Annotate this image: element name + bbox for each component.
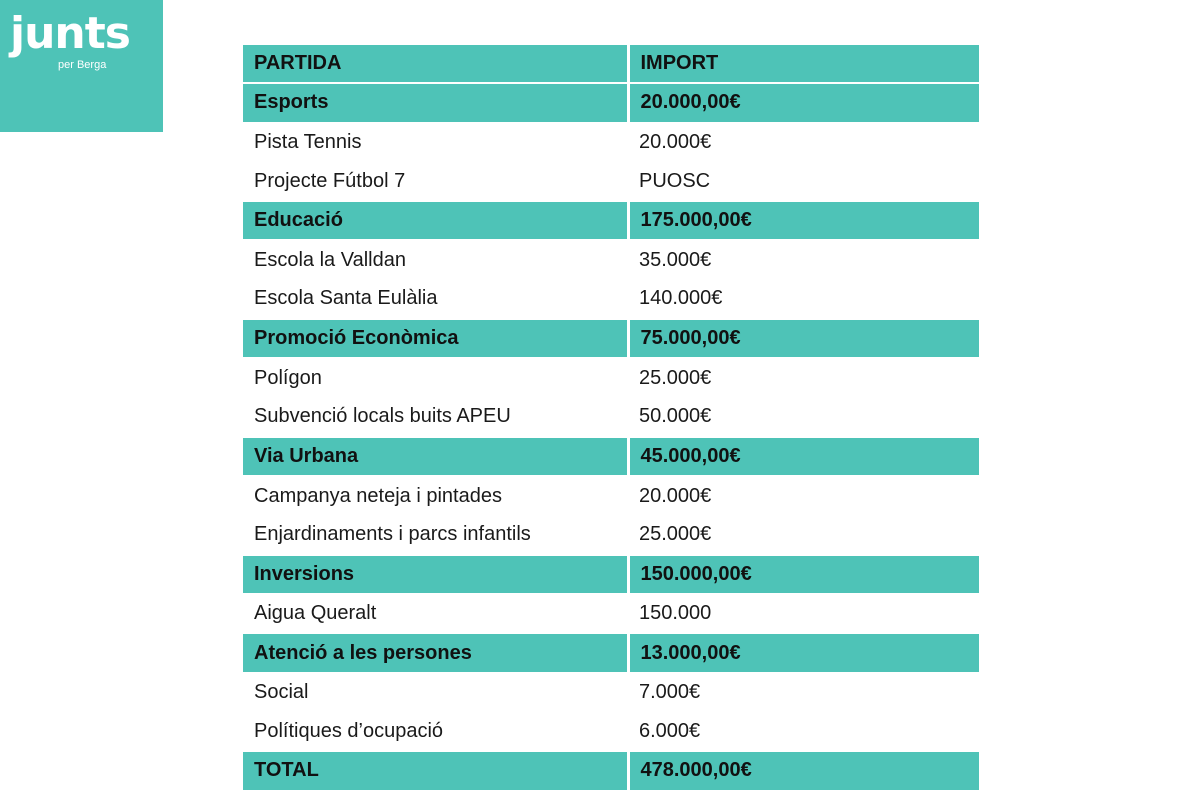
- item-amount: PUOSC: [628, 162, 979, 201]
- category-amount: 20.000,00€: [628, 83, 979, 122]
- category-amount: 75.000,00€: [628, 319, 979, 358]
- table-row: [243, 358, 979, 397]
- item-amount: 35.000€: [628, 240, 979, 279]
- category-amount: 45.000,00€: [628, 437, 979, 476]
- category-row: [243, 555, 979, 594]
- table-row: [243, 673, 979, 712]
- item-name: Enjardinaments i parcs infantils: [243, 516, 628, 555]
- table-row: [243, 123, 979, 162]
- table-row: [243, 594, 979, 633]
- category-row: [243, 437, 979, 476]
- item-amount: 50.000€: [628, 398, 979, 437]
- table-row: [243, 476, 979, 515]
- total-row: [243, 751, 979, 790]
- category-name: Atenció a les persones: [243, 633, 628, 672]
- table-row: [243, 398, 979, 437]
- item-name: Projecte Fútbol 7: [243, 162, 628, 201]
- category-name: Inversions: [243, 555, 628, 594]
- table-row: [243, 516, 979, 555]
- item-amount: 150.000: [628, 594, 979, 633]
- junts-logo: [0, 0, 163, 132]
- header-import: IMPORT: [628, 44, 979, 83]
- item-name: Polítiques d’ocupació: [243, 712, 628, 751]
- item-name: Social: [243, 673, 628, 712]
- category-row: [243, 83, 979, 122]
- category-amount: 150.000,00€: [628, 555, 979, 594]
- item-amount: 20.000€: [628, 476, 979, 515]
- item-name: Campanya neteja i pintades: [243, 476, 628, 515]
- category-amount: 13.000,00€: [628, 633, 979, 672]
- item-name: Aigua Queralt: [243, 594, 628, 633]
- item-amount: 25.000€: [628, 516, 979, 555]
- item-amount: 140.000€: [628, 280, 979, 319]
- category-row: [243, 319, 979, 358]
- item-name: Escola Santa Eulàlia: [243, 280, 628, 319]
- logo-subtitle: per Berga: [58, 59, 107, 71]
- item-name: Polígon: [243, 358, 628, 397]
- category-row: [243, 201, 979, 240]
- item-amount: 25.000€: [628, 358, 979, 397]
- category-name: Educació: [243, 201, 628, 240]
- table-row: [243, 162, 979, 201]
- item-name: Escola la Valldan: [243, 240, 628, 279]
- item-amount: 7.000€: [628, 673, 979, 712]
- category-name: Promoció Econòmica: [243, 319, 628, 358]
- item-name: Pista Tennis: [243, 123, 628, 162]
- table-row: [243, 712, 979, 751]
- table-row: [243, 240, 979, 279]
- total-label: TOTAL: [243, 751, 628, 790]
- item-name: Subvenció locals buits APEU: [243, 398, 628, 437]
- table-row: [243, 280, 979, 319]
- logo-wordmark: junts: [10, 8, 130, 59]
- item-amount: 20.000€: [628, 123, 979, 162]
- table-header-row: [243, 44, 979, 83]
- total-amount: 478.000,00€: [628, 751, 979, 790]
- category-row: [243, 633, 979, 672]
- category-amount: 175.000,00€: [628, 201, 979, 240]
- header-partida: PARTIDA: [243, 44, 628, 83]
- category-name: Via Urbana: [243, 437, 628, 476]
- category-name: Esports: [243, 83, 628, 122]
- budget-table: [243, 43, 979, 792]
- item-amount: 6.000€: [628, 712, 979, 751]
